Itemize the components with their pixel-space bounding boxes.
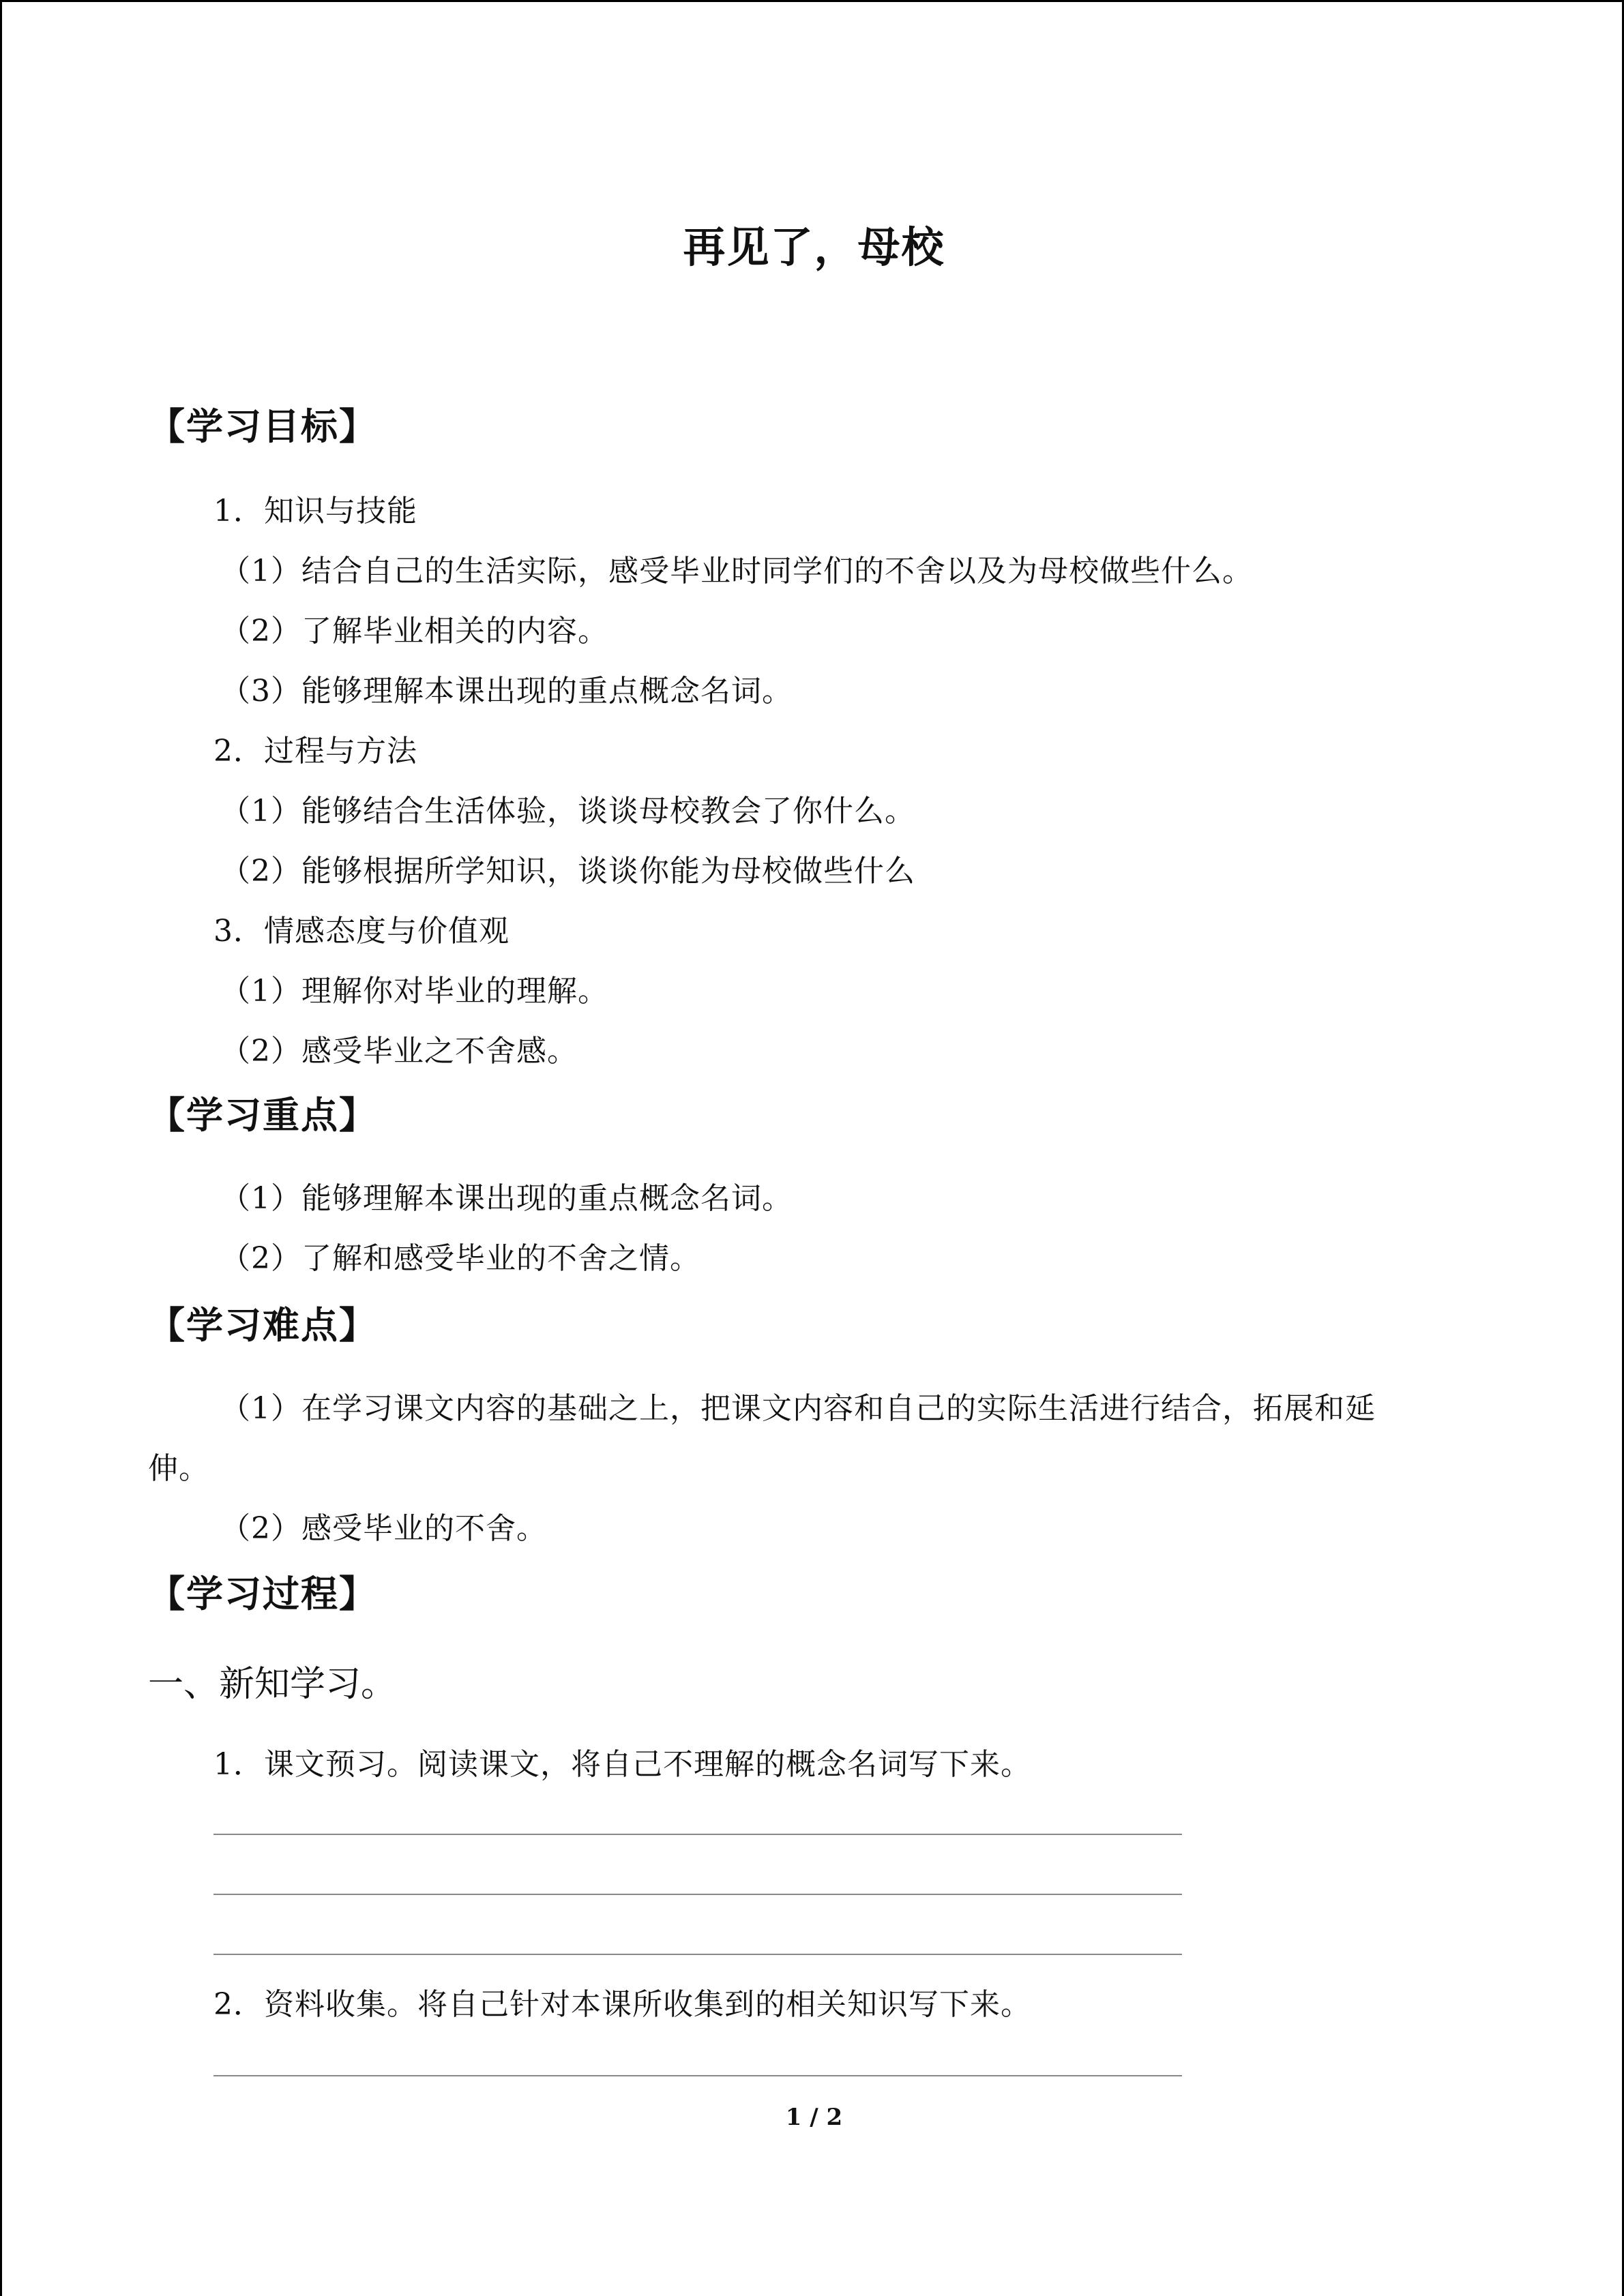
answer-line[interactable] (213, 1834, 1182, 1835)
heading-keypoints: 【学习重点】 (148, 1094, 377, 1137)
heading-difficulties: 【学习难点】 (148, 1304, 377, 1347)
objective-group-3: 3．情感态度与价值观 (213, 914, 510, 949)
objective-3-2: （2）感受毕业之不舍感。 (220, 1034, 578, 1069)
page-number: 1 / 2 (785, 2104, 843, 2131)
heading-process: 【学习过程】 (148, 1572, 377, 1615)
difficulty-1-continued: 伸。 (148, 1451, 209, 1486)
answer-line[interactable] (213, 1954, 1182, 1955)
objective-2-2: （2）能够根据所学知识，谈谈你能为母校做些什么 (220, 854, 915, 889)
objective-1-3: （3）能够理解本课出现的重点概念名词。 (220, 674, 793, 709)
page-title: 再见了，母校 (683, 222, 945, 272)
task-1: 1．课文预习。阅读课文，将自己不理解的概念名词写下来。 (213, 1747, 1031, 1782)
answer-line[interactable] (213, 2075, 1182, 2076)
objective-1-2: （2）了解毕业相关的内容。 (220, 614, 608, 648)
objective-group-1: 1．知识与技能 (213, 494, 417, 528)
difficulty-1: （1）在学习课文内容的基础之上，把课文内容和自己的实际生活进行结合，拓展和延 (220, 1391, 1376, 1426)
keypoint-1: （1）能够理解本课出现的重点概念名词。 (220, 1181, 793, 1216)
objective-3-1: （1）理解你对毕业的理解。 (220, 974, 608, 1009)
objective-group-2: 2．过程与方法 (213, 734, 417, 769)
difficulty-2: （2）感受毕业的不舍。 (220, 1511, 547, 1546)
objective-2-1: （1）能够结合生活体验，谈谈母校教会了你什么。 (220, 794, 915, 829)
heading-objectives: 【学习目标】 (148, 405, 377, 448)
task-2: 2．资料收集。将自己针对本课所收集到的相关知识写下来。 (213, 1987, 1031, 2022)
answer-line[interactable] (213, 1894, 1182, 1895)
section-new-knowledge: 一、新知学习。 (148, 1664, 397, 1705)
keypoint-2: （2）了解和感受毕业的不舍之情。 (220, 1241, 700, 1276)
objective-1-1: （1）结合自己的生活实际，感受毕业时同学们的不舍以及为母校做些什么。 (220, 554, 1253, 588)
